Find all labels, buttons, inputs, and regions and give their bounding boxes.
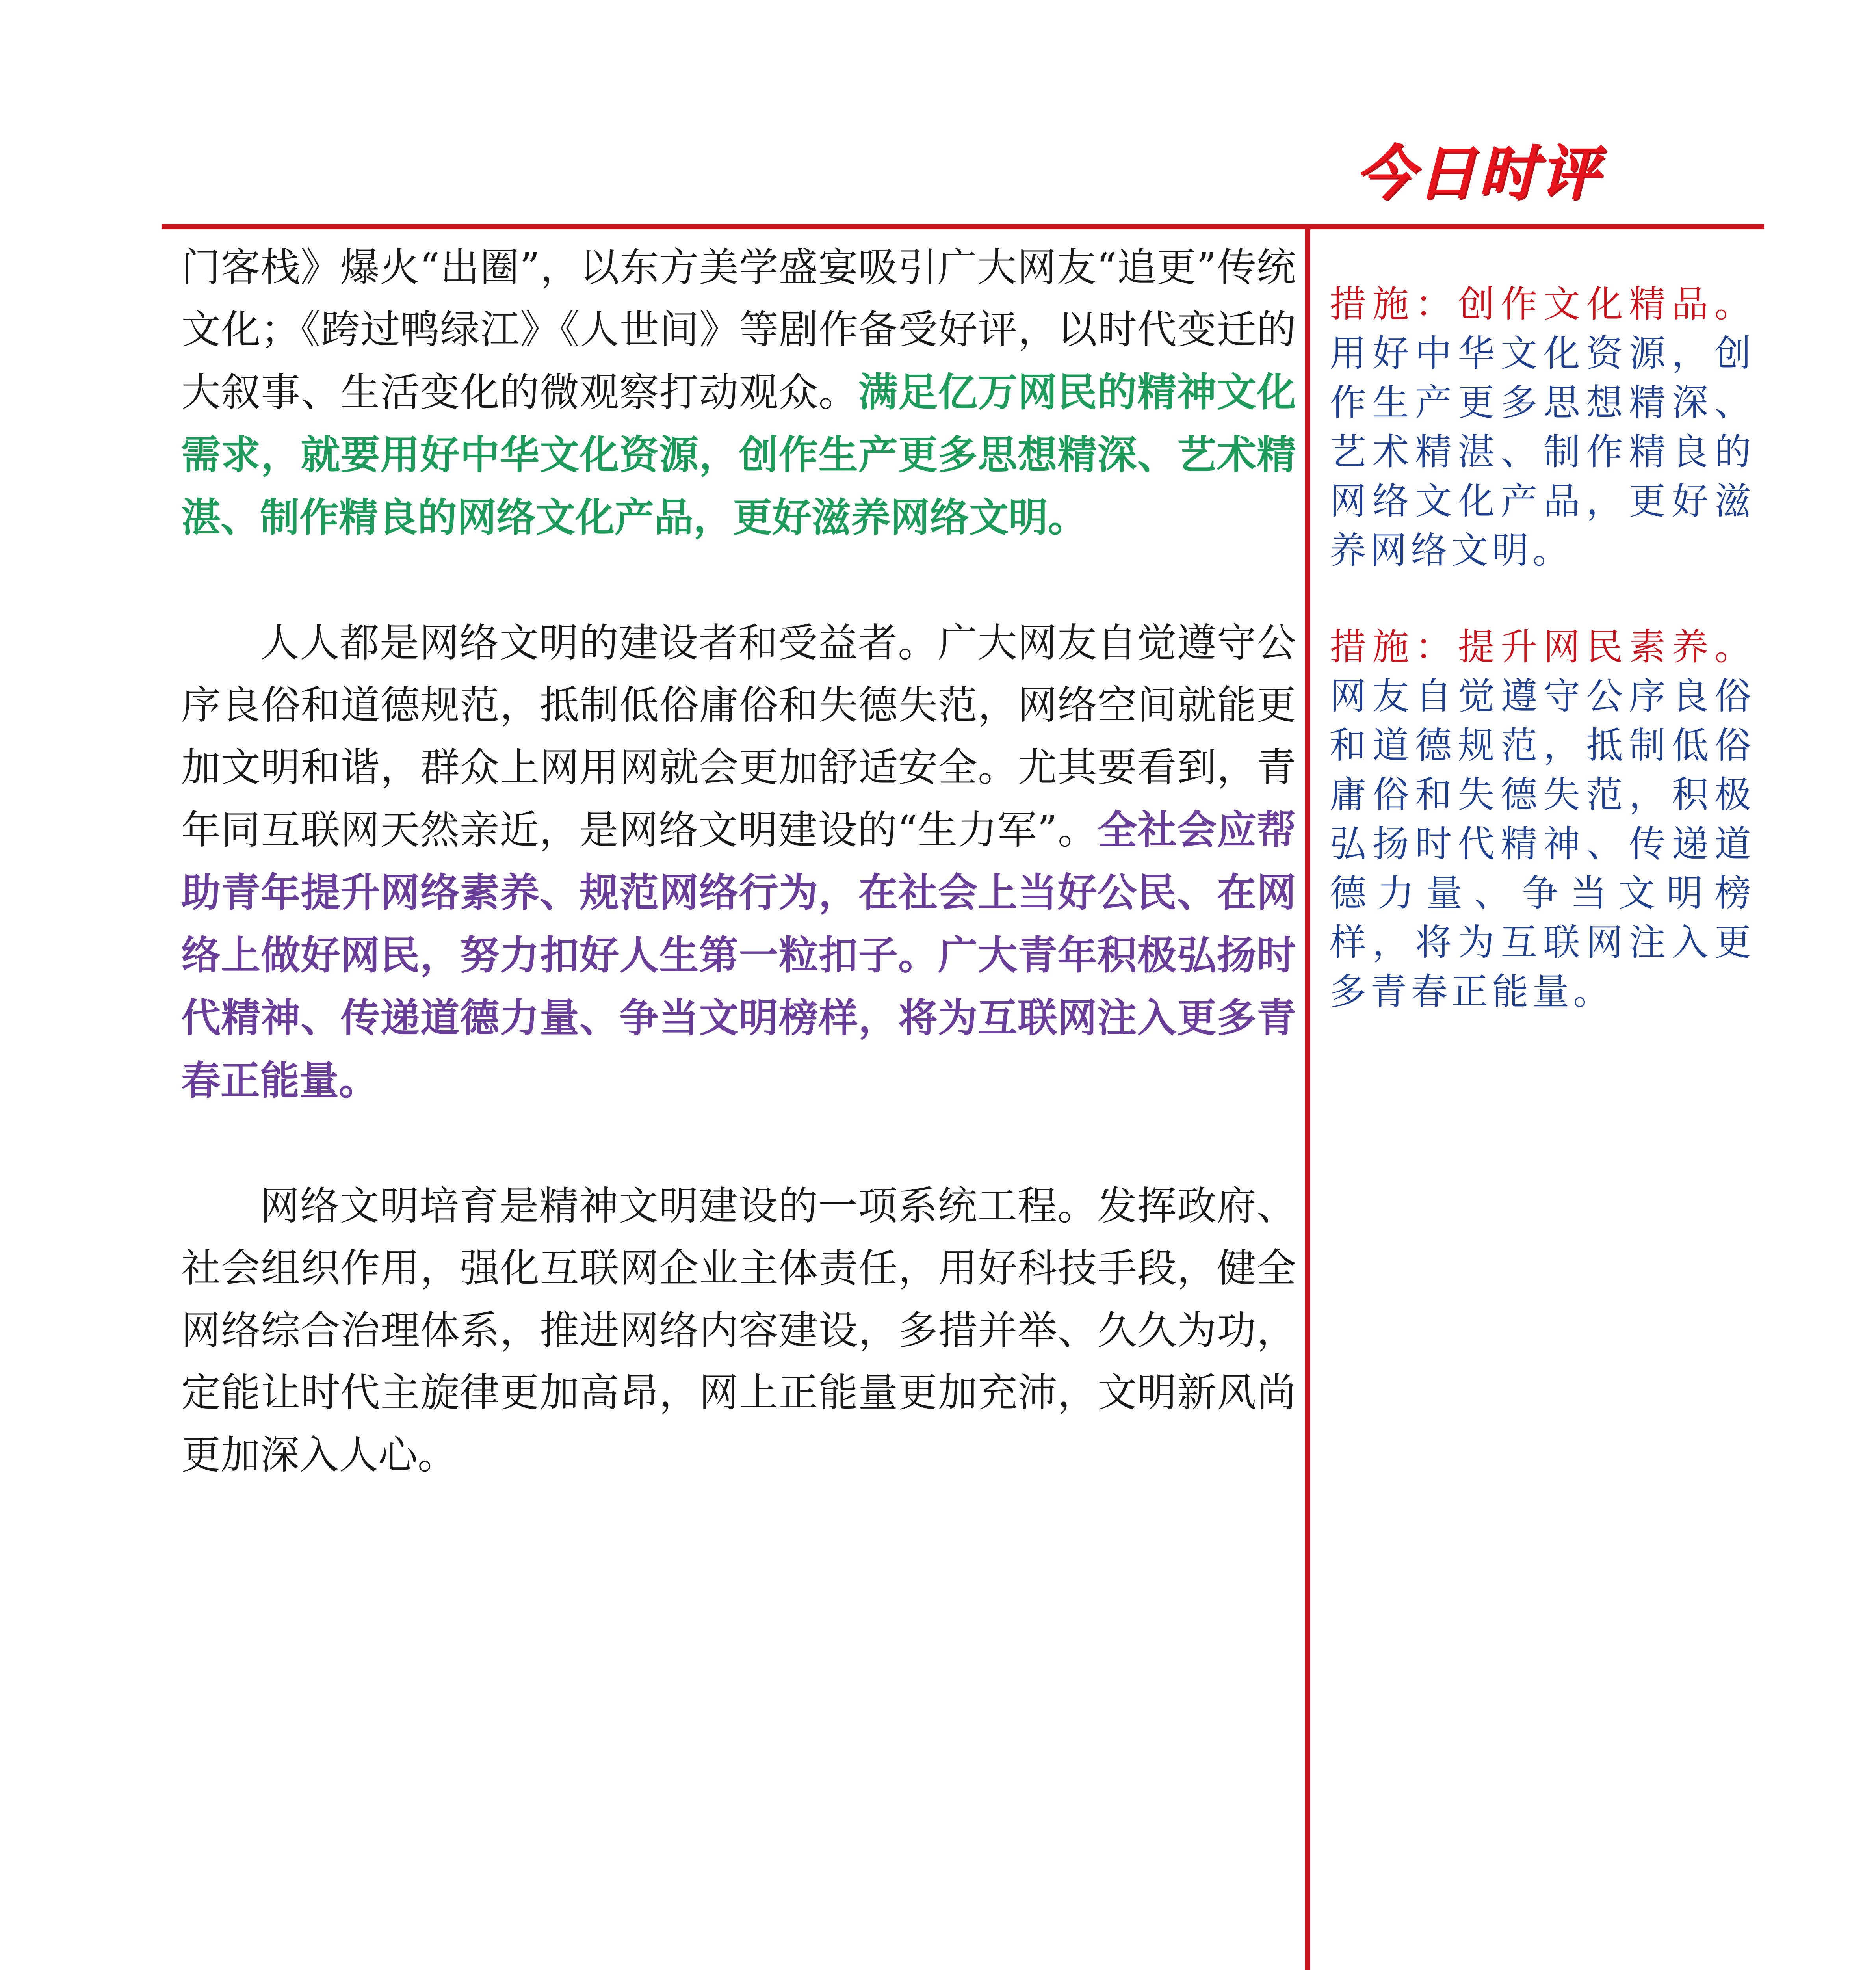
side-note-1 [1330,280,1755,575]
side-note-2 [1330,623,1755,1017]
paragraph-1-highlight: 满足亿万网民的精神文化需求，就要用好中华文化资源，创作生产更多思想精深、艺术精湛、制作精良的网络文化产品，更好滋养网络文明。 [181,369,1296,541]
header-divider [162,224,1764,229]
paragraph-2-highlight: 全社会应帮助青年提升网络素养、规范网络行为，在社会上当好公民、在网络上做好网民，努力扣好人生第一粒扣子。广大青年积极弘扬时代精神、传递道德力量、争当文明榜样，将为互联网注入更多青春正能量。 [181,807,1296,1104]
column-divider [1305,229,1310,1970]
paragraph-1-text: 门客栈》爆火“出圈”，以东方美学盛宴吸引广大网友“追更”传统文化；《跨过鸭绿江》《人世间》等剧作备受好评，以时代变迁的大叙事、生活变化的微观察打动观众。 [181,244,1296,415]
side-note-1-text: 用好中华文化资源，创作生产更多思想精深、艺术精湛、制作精良的网络文化产品，更好滋养网络文明。 [1330,332,1755,572]
paragraph-2 [181,612,1296,1112]
header-logo: 今日时评 [1355,139,1601,208]
main-column [181,236,1296,1486]
paragraph-1 [181,236,1296,549]
paragraph-2-text: 人人都是网络文明的建设者和受益者。广大网友自觉遵守公序良俗和道德规范，抵制低俗庸俗和失德失范，网络空间就能更加文明和谐，群众上网用网就会更加舒适安全。尤其要看到，青年同互联网天然亲近，是网络文明建设的“生力军”。 [181,620,1296,853]
side-note-2-text: 网友自觉遵守公序良俗和道德规范，抵制低俗庸俗和失德失范，积极弘扬时代精神、传递道德力量、争当文明榜样，将为互联网注入更多青春正能量。 [1330,675,1755,1013]
paragraph-3: 网络文明培育是精神文明建设的一项系统工程。发挥政府、社会组织作用，强化互联网企业主体责任，用好科技手段，健全网络综合治理体系，推进网络内容建设，多措并举、久久为功，定能让时代主旋律更加高昂，网上正能量更加充沛，文明新风尚更加深入人心。 [181,1183,1296,1478]
side-note-1-label: 措施：创作文化精品。 [1330,283,1755,325]
side-note-2-label: 措施：提升网民素养。 [1330,626,1755,668]
